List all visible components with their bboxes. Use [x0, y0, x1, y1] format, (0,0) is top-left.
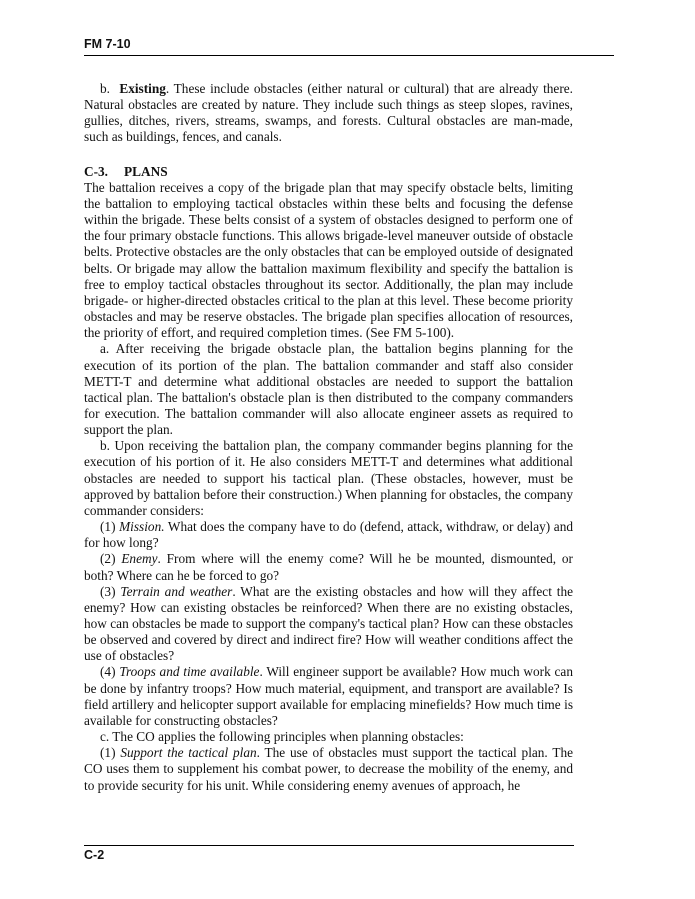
item-term: Enemy	[121, 551, 158, 567]
paragraph-b: b. Upon receiving the battalion plan, the company commander begins planning for the execution of his portion of it. He also considers METT-T and determines what additional obstacles are needed to support his tactical plan. (These obstacles, however, must be approved by battalion before their construction.) When planning for obstacles, the company commander considers:	[84, 438, 573, 518]
item-text: . What are the existing obstacles and how will they affect the enemy? How can existing obstacles be reinforced? When there are no existing obstacles, how can obstacles be made to support the company's tactical plan? How can these obstacles be observed and covered by direct and indirect fire? How will weather conditions affect the use of obstacles?	[84, 583, 573, 664]
item-number: (2)	[100, 551, 116, 567]
item-number: (3)	[100, 583, 116, 599]
running-header: FM 7-10	[84, 37, 131, 51]
term-existing: Existing	[119, 81, 166, 96]
section-intro: The battalion receives a copy of the brigade plan that may specify obstacle belts, limiting the battalion to employing tactical obstacles within these belts and focusing the defense within the brigade. These belts consist of a system of obstacles designed to perform one of the four primary obstacle functions. This allows brigade-level maneuver outside of obstacle belts. Protective obstacles are the only obstacles that can be employed outside of designated belts. Or brigade may allow the battalion maximum flexibility and specify the battalion is free to employ tactical obstacles throughout its sector. Additionally, the plan may include brigade- or higher-directed obstacles critical to the plan at this level. These become priority obstacles and may be reserve obstacles. The brigade plan specifies allocation of resources, the priority of effort, and required completion times. (See FM 5-100).	[84, 179, 573, 341]
item-number: (4)	[100, 664, 116, 680]
paragraph-b-existing	[84, 81, 573, 146]
item-term: Troops and time available	[119, 664, 260, 680]
paragraph-a: a. After receiving the brigade obstacle plan, the battalion begins planning for the execution of its portion of the plan. The battalion commander and staff also consider METT-T and determine what additional obstacles are needed to support the battalion tactical plan. The battalion's obstacle plan is then distributed to the company commanders for execution. The battalion commander will also allocate engineer assets as required to support the plan.	[84, 341, 573, 438]
page-number: C-2	[84, 848, 105, 862]
item-term: Mission.	[119, 519, 165, 535]
item-text: What does the company have to do (defend, attack, withdraw, or delay) and for how long?	[84, 519, 573, 551]
consideration-terrain-weather	[84, 584, 573, 665]
item-number: (1)	[100, 745, 116, 761]
section-title: PLANS	[124, 163, 168, 179]
consideration-troops-time	[84, 664, 573, 729]
footer-rule	[84, 845, 574, 846]
item-number: (1)	[100, 519, 116, 535]
paragraph-text: . These include obstacles (either natural or cultural) that are already there. Natural obstacles are created by nature. They include such things as steep slopes, ravines, gullies, ditches, rivers, streams, swamps, and forests. Cultural obstacles are man-made, such as buildings, fences, and canals.	[84, 81, 573, 145]
item-term: Terrain and weather	[120, 583, 233, 599]
paragraph-c: c. The CO applies the following principles when planning obstacles:	[100, 729, 464, 745]
section-gap	[84, 146, 573, 164]
item-text: . The use of obstacles must support the tactical plan. The CO uses them to supplement his combat power, to decrease the mobility of the enemy, and to provide security for his unit. While considering enemy avenues of approach, he	[84, 745, 573, 793]
consideration-enemy	[84, 551, 573, 583]
page-body	[84, 81, 573, 794]
section-heading	[84, 164, 573, 180]
consideration-mission	[84, 519, 573, 551]
paragraph-label: b.	[100, 81, 110, 96]
principle-support-tactical-plan	[84, 745, 573, 793]
item-term: Support the tactical plan	[120, 745, 257, 761]
item-text: . Will engineer support be available? How much work can be done by infantry troops? How much material, equipment, and transport are available? Is field artillery and helicopter support available for emplacing minefields? How much time is available for constructing obstacles?	[84, 664, 573, 728]
header-rule	[84, 55, 614, 56]
section-number: C-3.	[84, 163, 109, 179]
item-text: . From where will the enemy come? Will he be mounted, dismounted, or both? Where can he be forced to go?	[84, 551, 573, 583]
